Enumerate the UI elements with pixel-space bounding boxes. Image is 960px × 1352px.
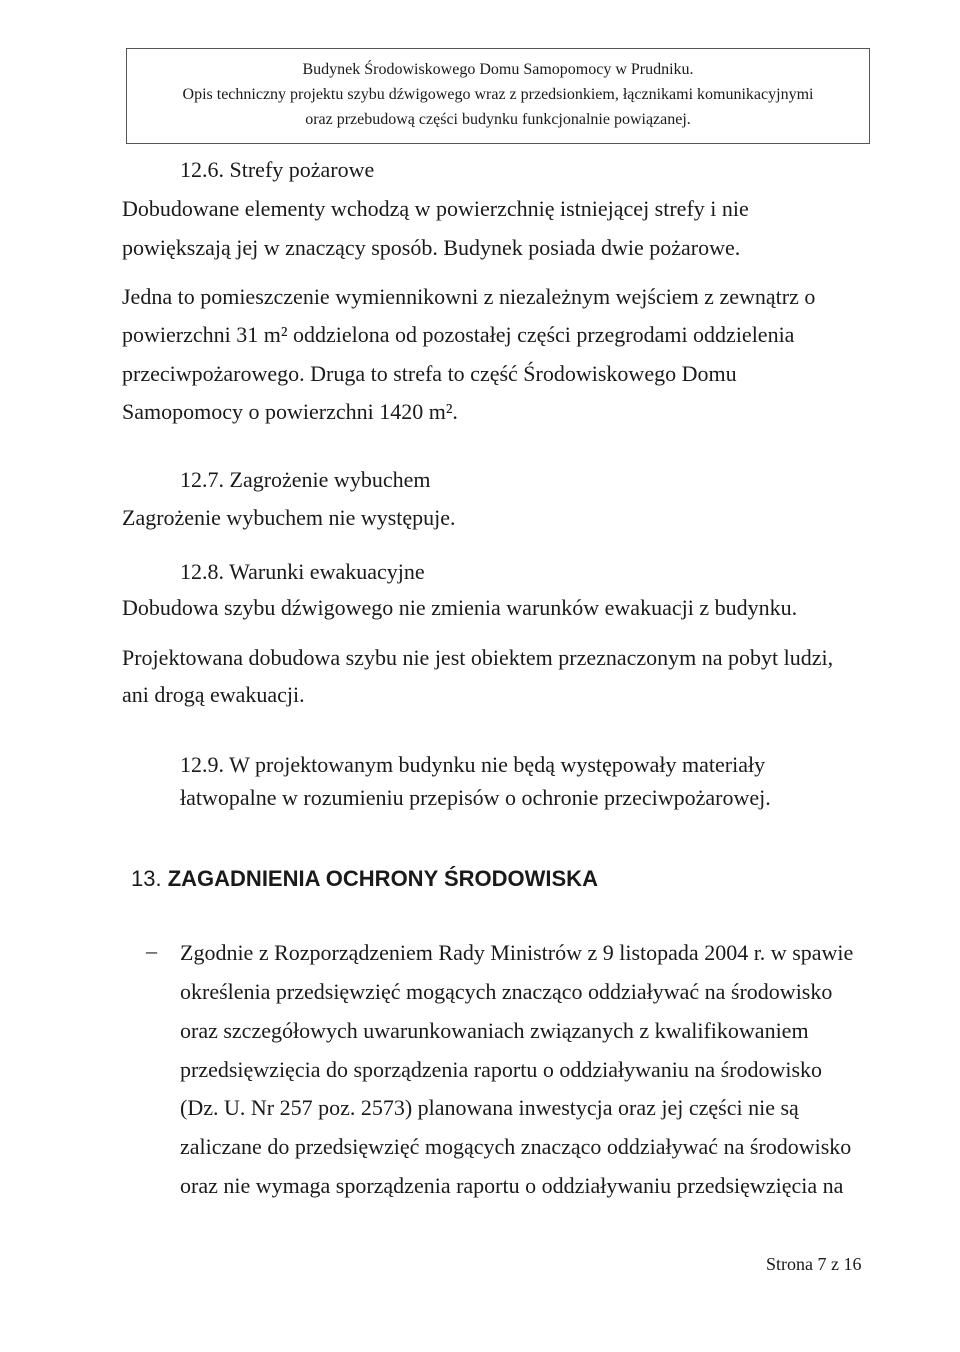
paragraph-line: Zagrożenie wybuchem nie występuje. bbox=[122, 505, 456, 530]
paragraph-line: Zgodnie z Rozporządzeniem Rady Ministrów z 9 listopada 2004 r. w spawie bbox=[180, 940, 854, 965]
paragraph-line: Samopomocy o powierzchni 1420 m². bbox=[122, 399, 458, 424]
section-12-8-heading: 12.8. Warunki ewakuacyjne bbox=[180, 559, 425, 584]
section-12-6-heading: 12.6. Strefy pożarowe bbox=[180, 157, 375, 182]
document-header bbox=[126, 48, 870, 144]
section-12-9-line: łatwopalne w rozumieniu przepisów o ochronie przeciwpożarowej. bbox=[180, 785, 771, 810]
section-13-heading bbox=[131, 866, 598, 892]
section-12-7-heading: 12.7. Zagrożenie wybuchem bbox=[180, 467, 431, 492]
header-line-1: Budynek Środowiskowego Domu Samopomocy w Prudniku. bbox=[302, 61, 694, 78]
bullet-dash: – bbox=[146, 938, 157, 963]
paragraph-line: powierzchni 31 m² oddzielona od pozostałej części przegrodami oddzielenia bbox=[122, 322, 795, 347]
paragraph-line: powiększają jej w znaczący sposób. Budynek posiada dwie pożarowe. bbox=[122, 235, 741, 260]
paragraph-line: ani drogą ewakuacji. bbox=[122, 682, 305, 707]
section-13-number: 13. bbox=[131, 866, 162, 891]
paragraph-line: oraz nie wymaga sporządzenia raportu o oddziaływaniu przedsięwzięcia na bbox=[180, 1173, 844, 1198]
header-line-2: Opis techniczny projektu szybu dźwigowego wraz z przedsionkiem, łącznikami komunikacyjnymi bbox=[182, 86, 814, 103]
paragraph-line: (Dz. U. Nr 257 poz. 2573) planowana inwestycja oraz jej części nie są bbox=[180, 1095, 799, 1120]
section-13-title: ZAGADNIENIA OCHRONY ŚRODOWISKA bbox=[167, 866, 598, 891]
section-12-9-line: 12.9. W projektowanym budynku nie będą występowały materiały bbox=[180, 752, 766, 777]
paragraph-line: Projektowana dobudowa szybu nie jest obiektem przeznaczonym na pobyt ludzi, bbox=[122, 645, 834, 670]
header-line-3: oraz przebudową części budynku funkcjonalnie powiązanej. bbox=[305, 111, 691, 128]
paragraph-line: Dobudowa szybu dźwigowego nie zmienia warunków ewakuacji z budynku. bbox=[122, 595, 798, 620]
paragraph-line: Jedna to pomieszczenie wymiennikowni z niezależnym wejściem z zewnątrz o bbox=[122, 284, 816, 309]
paragraph-line: określenia przedsięwzięć mogących znacząco oddziaływać na środowisko bbox=[180, 979, 833, 1004]
paragraph-line: przeciwpożarowego. Druga to strefa to część Środowiskowego Domu bbox=[122, 361, 737, 386]
paragraph-line: Dobudowane elementy wchodzą w powierzchnię istniejącej strefy i nie bbox=[122, 196, 749, 221]
page-number: Strona 7 z 16 bbox=[766, 1254, 862, 1274]
paragraph-line: zaliczane do przedsięwzięć mogących znacząco oddziaływać na środowisko bbox=[180, 1134, 852, 1159]
paragraph-line: oraz szczegółowych uwarunkowaniach związanych z kwalifikowaniem bbox=[180, 1018, 809, 1043]
paragraph-line: przedsięwzięcia do sporządzenia raportu o oddziaływaniu na środowisko bbox=[180, 1057, 823, 1082]
